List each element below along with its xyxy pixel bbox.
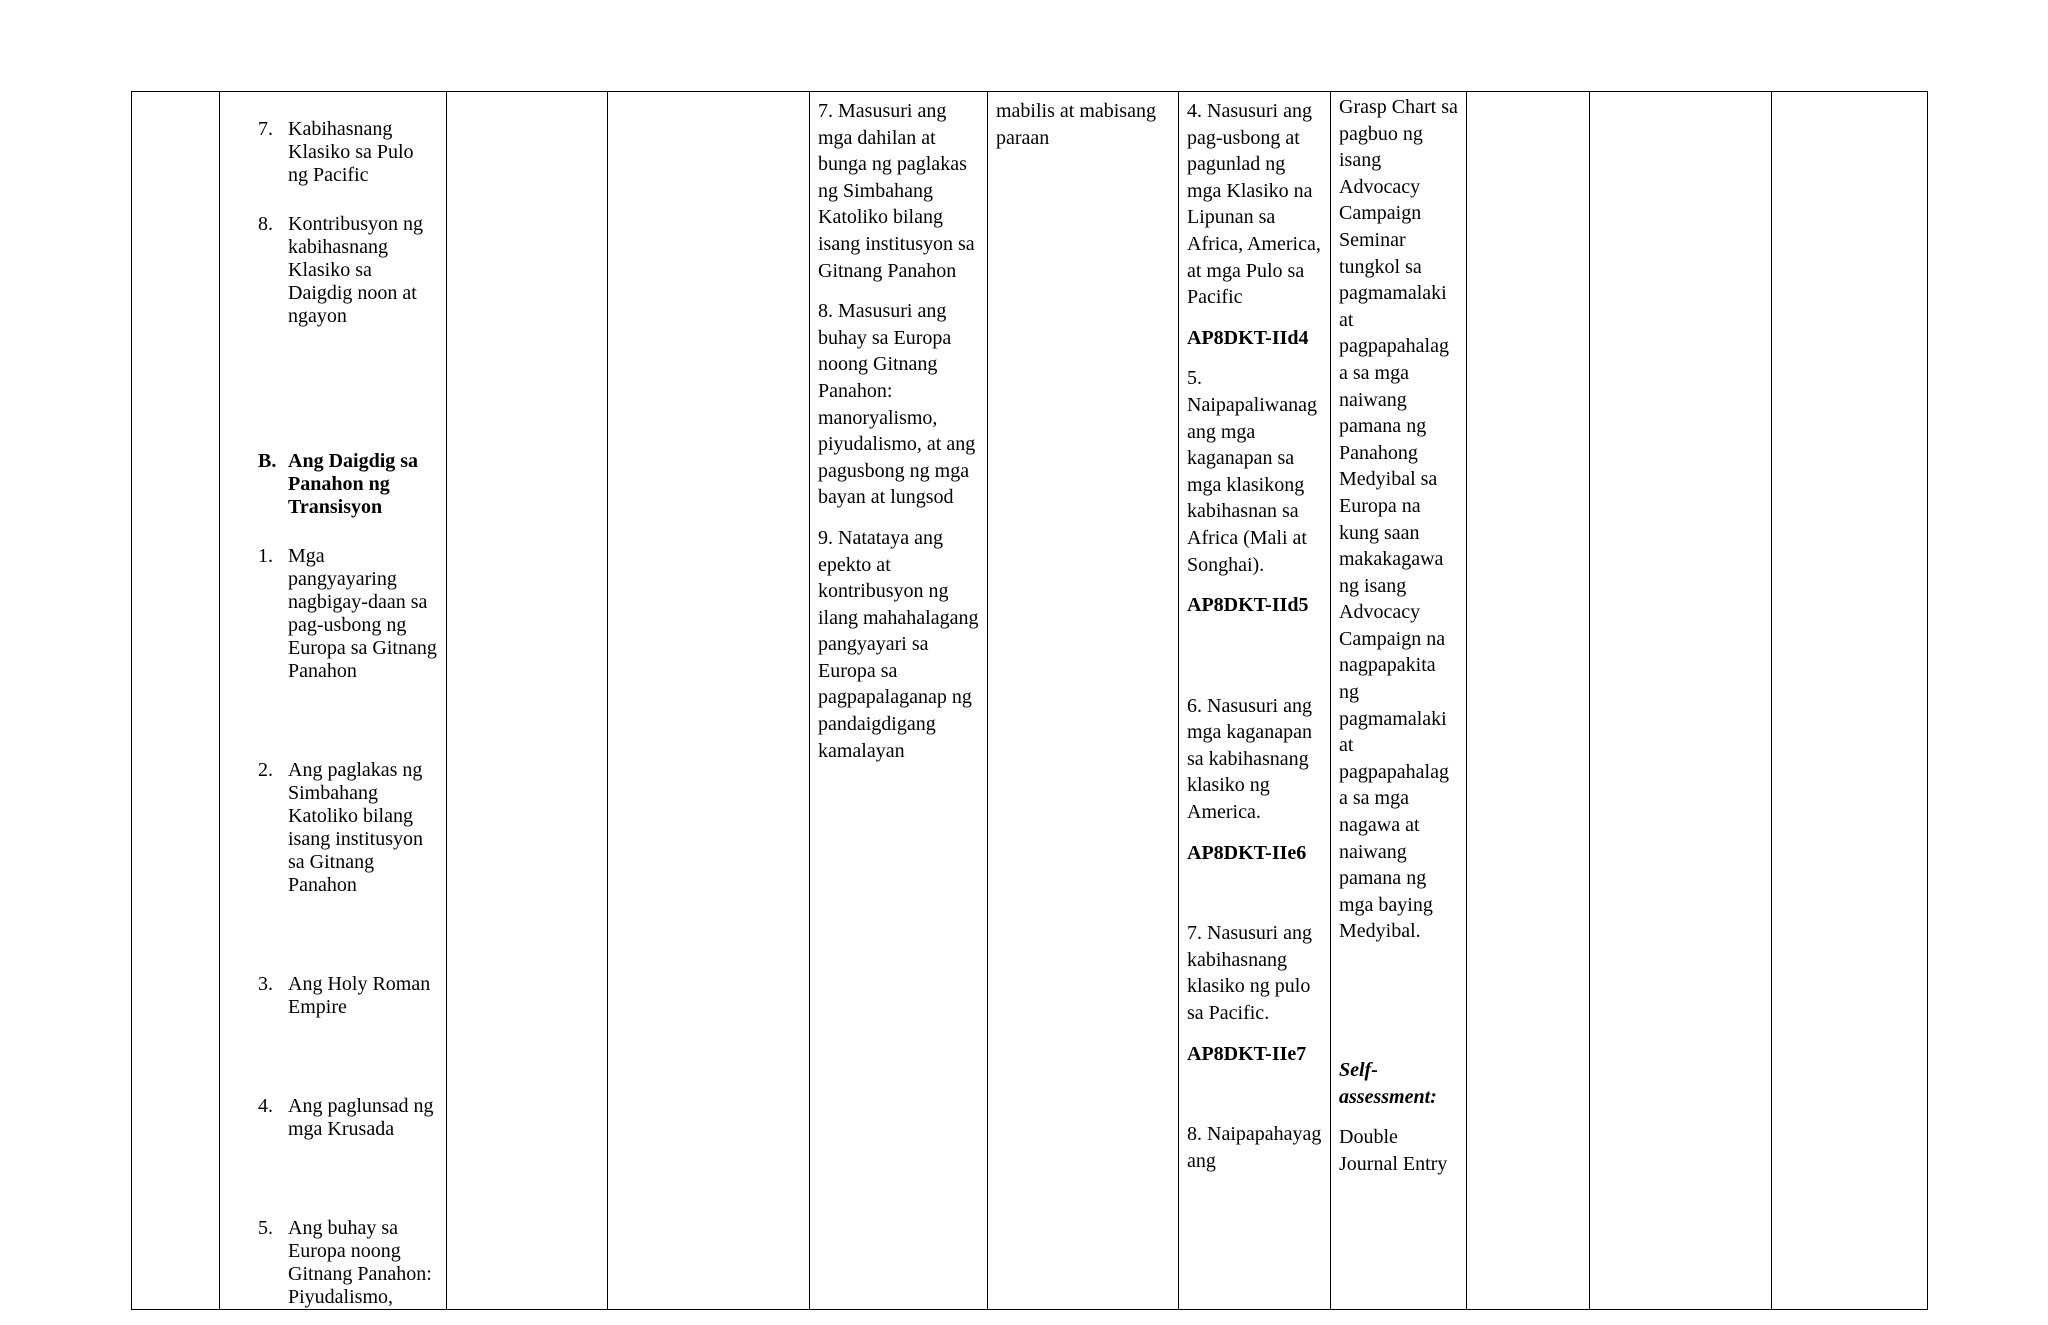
competency-item: 8. Masusuri ang buhay sa Europa noong Gitnang Panahon: manoryalismo, piyudalismo, at ang pagusbong ng mga bayan at lungsod bbox=[818, 300, 976, 509]
table-cell-col4 bbox=[608, 92, 810, 1310]
table-cell-col6 bbox=[988, 92, 1179, 1310]
competency-item: 5. Naipapaliwanag ang mga kaganapan sa mga klasikong kabihasnan sa Africa (Mali at Songhai). bbox=[1187, 367, 1317, 576]
list-item: 7. Kabihasnang Klasiko sa Pulo ng Pacific bbox=[258, 118, 414, 186]
table-cell-col9 bbox=[1467, 92, 1590, 1310]
table-cell-col11 bbox=[1772, 92, 1928, 1310]
self-assessment-label: Self-assessment: bbox=[1339, 1059, 1437, 1108]
competency-code: AP8DKT-IId4 bbox=[1187, 326, 1309, 349]
table-cell-learning-codes bbox=[1179, 92, 1331, 1310]
section-heading: B. Ang Daigdig sa Panahon ng Transisyon bbox=[258, 450, 419, 518]
list-item: 4. Ang paglunsad ng mga Krusada bbox=[258, 1095, 434, 1140]
competency-code: AP8DKT-IIe7 bbox=[1187, 1042, 1307, 1065]
competency-item: 9. Natataya ang epekto at kontribusyon ng ilang mahahalagang pangyayari sa Europa sa pagpapalaganap ng pandaigdigang kamalayan bbox=[818, 526, 979, 762]
assessment-text bbox=[1331, 92, 1466, 1177]
competency-code: AP8DKT-IId5 bbox=[1187, 594, 1309, 617]
competency-item: 4. Nasusuri ang pag-usbong at pagunlad ng mga Klasiko na Lipunan sa Africa, America, at mga Pulo sa Pacific bbox=[1187, 100, 1321, 309]
table-cell-col3 bbox=[447, 92, 608, 1310]
list-item: 1. Mga pangyayaring nagbigay-daan sa pag-usbong ng Europa sa Gitnang Panahon bbox=[258, 545, 437, 682]
list-item: 2. Ang paglakas ng Simbahang Katoliko bilang isang institusyon sa Gitnang Panahon bbox=[258, 759, 424, 896]
list-item: 8. Kontribusyon ng kabihasnang Klasiko sa Daigdig noon at ngayon bbox=[258, 213, 423, 327]
table-cell-col10 bbox=[1590, 92, 1772, 1310]
content-list bbox=[220, 92, 446, 1309]
table-cell-col1 bbox=[132, 92, 220, 1310]
cell-text: mabilis at mabisang paraan bbox=[996, 100, 1156, 149]
learning-code-list bbox=[1179, 92, 1330, 1174]
table-row bbox=[132, 92, 1928, 1310]
table-cell-competencies bbox=[810, 92, 988, 1310]
competency-item: 7. Nasusuri ang kabihasnang klasiko ng pulo sa Pacific. bbox=[1187, 922, 1312, 1025]
competency-code: AP8DKT-IIe6 bbox=[1187, 841, 1307, 864]
competency-item: 6. Nasusuri ang mga kaganapan sa kabihasnang klasiko ng America. bbox=[1187, 694, 1312, 824]
competency-item: 7. Masusuri ang mga dahilan at bunga ng paglakas ng Simbahang Katoliko bilang isang institusyon sa Gitnang Panahon bbox=[818, 100, 975, 282]
table-cell-content bbox=[220, 92, 447, 1310]
list-item: 3. Ang Holy Roman Empire bbox=[258, 973, 431, 1018]
curriculum-table bbox=[131, 91, 1928, 1310]
list-item: 5. Ang buhay sa Europa noong Gitnang Panahon: Piyudalismo, bbox=[258, 1217, 432, 1308]
table-cell-assessment bbox=[1331, 92, 1467, 1310]
competency-item: 8. Naipapahayag ang bbox=[1187, 1123, 1322, 1172]
competency-list bbox=[810, 92, 987, 764]
assessment-description: Grasp Chart sa pagbuo ng isang Advocacy Campaign Seminar tungkol sa pagmamalaki at pagpapahalag a sa mga naiwang pamana ng Panahong Medyibal sa Europa na kung saan makakagawa ng isang Advocacy Campaign na nagpapakita ng pagmamalaki at pagpapahalag a sa mga nagawa at naiwang pamana ng mga baying Medyibal. bbox=[1339, 96, 1458, 943]
self-assessment-method: Double Journal Entry bbox=[1339, 1126, 1448, 1175]
